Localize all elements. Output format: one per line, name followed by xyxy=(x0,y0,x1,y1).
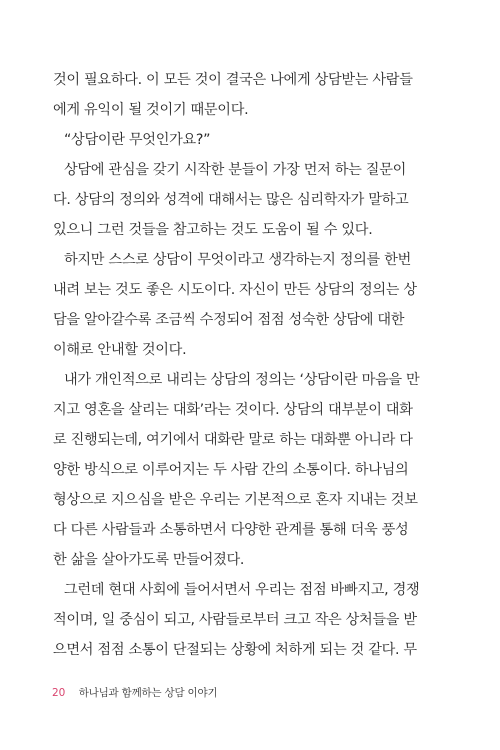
body-text-line: 적이며, 일 중심이 되고, 사람들로부터 크고 작은 상처들을 받 xyxy=(53,612,417,628)
page-footer xyxy=(52,686,217,700)
body-text-line: 그런데 현대 사회에 들어서면서 우리는 점점 바빠지고, 경쟁 xyxy=(64,582,420,598)
body-text-line: 이해로 안내할 것이다. xyxy=(53,342,187,358)
body-text-line: 상담에 관심을 갖기 시작한 분들이 가장 먼저 하는 질문이 xyxy=(64,162,406,178)
body-text-line: 다. 상담의 정의와 성격에 대해서는 많은 심리학자가 말하고 xyxy=(53,192,409,208)
body-text-line: 담을 알아갈수록 조금씩 수정되어 점점 성숙한 상담에 대한 xyxy=(53,312,405,328)
body-text-line: 하지만 스스로 상담이 무엇이라고 생각하는지 정의를 한번 xyxy=(64,252,411,268)
body-text-line: 에게 유익이 될 것이기 때문이다. xyxy=(53,102,249,118)
body-text-line: 내가 개인적으로 내리는 상담의 정의는 ‘상담이란 마음을 만 xyxy=(64,372,420,388)
body-text-line: “상담이란 무엇인가요?” xyxy=(64,132,211,148)
body-text-line: 다 다른 사람들과 소통하면서 다양한 관계를 통해 더욱 풍성 xyxy=(53,522,409,538)
body-text-line: 내려 보는 것도 좋은 시도이다. 자신이 만든 상담의 정의는 상 xyxy=(53,282,417,298)
running-title: 하나님과 함께하는 상담 이야기 xyxy=(78,687,218,699)
body-text-line: 로 진행되는데, 여기에서 대화란 말로 하는 대화뿐 아니라 다 xyxy=(53,432,413,448)
page-number: 20 xyxy=(52,687,66,699)
body-text-line: 있으니 그런 것들을 참고하는 것도 도움이 될 수 있다. xyxy=(53,222,373,238)
body-text-line: 양한 방식으로 이루어지는 두 사람 간의 소통이다. 하나님의 xyxy=(53,462,409,478)
body-text-line: 지고 영혼을 살리는 대화’라는 것이다. 상담의 대부분이 대화 xyxy=(53,402,413,418)
body-text-line: 으면서 점점 소통이 단절되는 상황에 처하게 되는 것 같다. 무 xyxy=(53,642,417,658)
body-text-line: 형상으로 지으심을 받은 우리는 기본적으로 혼자 지내는 것보 xyxy=(53,492,418,508)
body-text-line: 한 삶을 살아가도록 만들어졌다. xyxy=(53,552,245,568)
body-text-line: 것이 필요하다. 이 모든 것이 결국은 나에게 상담받는 사람들 xyxy=(53,72,413,88)
